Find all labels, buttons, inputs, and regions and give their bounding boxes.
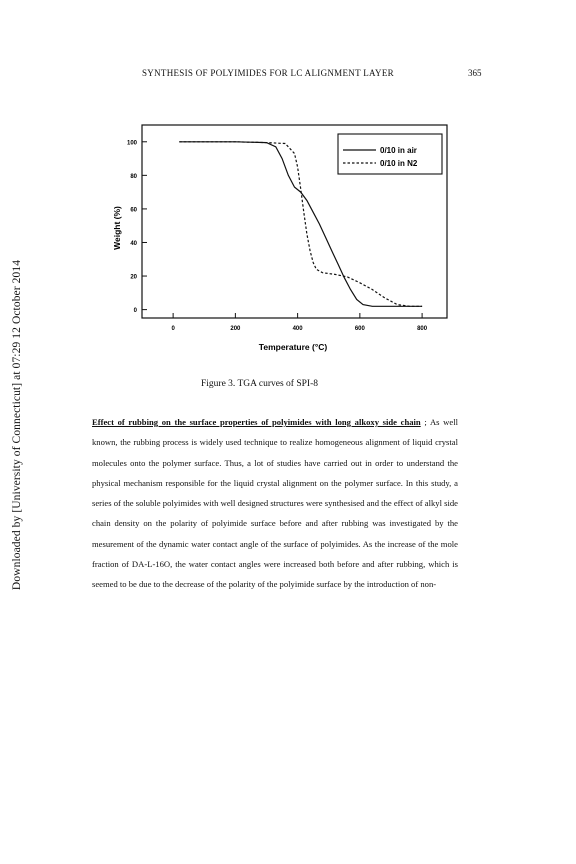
y-tick-label: 100 [126, 140, 137, 147]
x-tick-label: 800 [417, 326, 428, 332]
page-number: 365 [468, 68, 482, 78]
x-tick-label: 400 [292, 326, 303, 332]
x-tick-label: 600 [354, 326, 365, 332]
y-tick-label: 60 [130, 207, 137, 214]
running-head: SYNTHESIS OF POLYIMIDES FOR LC ALIGNMENT LAYER [142, 68, 394, 78]
y-tick-label: 40 [130, 240, 137, 247]
legend [338, 134, 442, 174]
y-tick-label: 80 [130, 173, 137, 180]
legend-label-n2: 0/10 in N2 [380, 159, 418, 168]
y-tick-label: 20 [130, 274, 137, 281]
y-tick-label: 0 [133, 308, 137, 315]
paragraph-text: ; As well known, the rubbing process is widely used technique to realize homogeneous alignment of liquid crystal molecules onto the polymer surface. Thus, a lot of studies have carried out in order to understand the physical mechanism responsible for the liquid crystal alignment on the polymer surface. In this study, a series of the soluble polyimides with well designed structures were synthesised and the effect of alkyl side chain density on the polarity of polyimide surface before and after rubbing was investigated by the mesurement of the dynamic water contact angle of the surface of polyimides. As the increase of the mole fraction of DA-L-16O, the water contact angles were increased both before and after rubbing, which is seemed to be due to the decrease of the polarity of the polyimide surface by the introduction of non- [92, 417, 458, 590]
legend-label-air: 0/10 in air [380, 146, 417, 155]
tga-figure [110, 120, 460, 360]
figure-caption: Figure 3. TGA curves of SPI-8 [201, 379, 318, 389]
download-watermark-text: Downloaded by [University of Connecticut] at 07:29 12 October 2014 [11, 259, 23, 591]
y-axis-label: Weight (%) [112, 206, 122, 250]
x-tick-label: 0 [171, 326, 175, 332]
body-paragraph [92, 412, 458, 595]
section-heading: Effect of rubbing on the surface properties of polyimides with long alkoxy side chain [92, 417, 421, 427]
tga-chart [110, 120, 460, 360]
x-axis-label: Temperature (°C) [258, 342, 328, 352]
download-watermark [7, 240, 27, 610]
x-tick-label: 200 [230, 326, 241, 332]
